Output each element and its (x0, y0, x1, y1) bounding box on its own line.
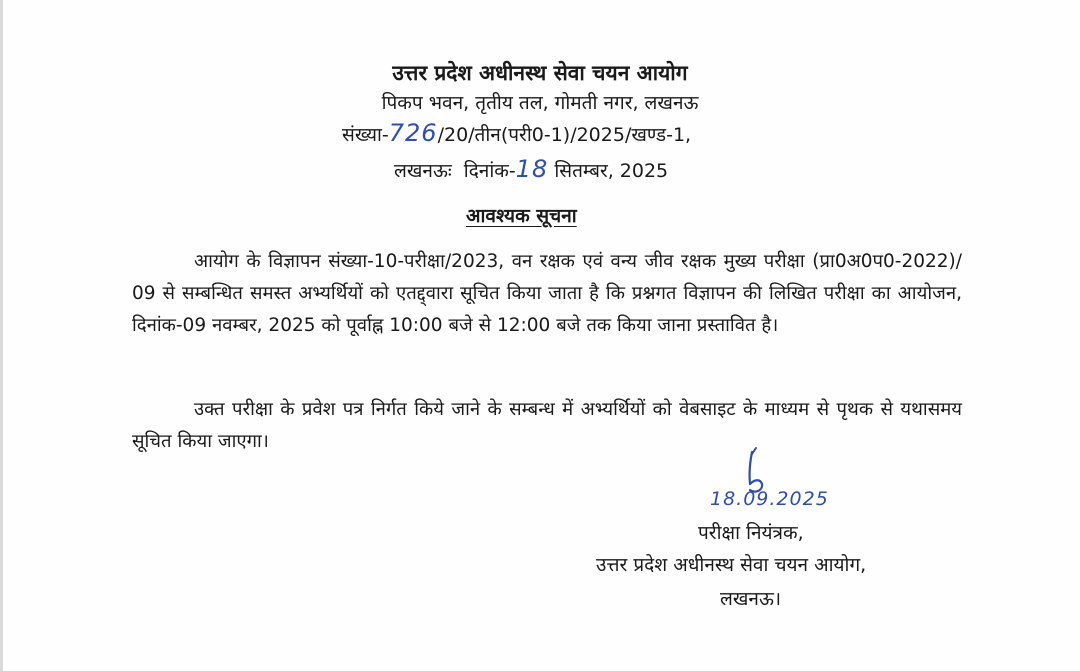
reference-suffix: /20/तीन(परी0-1)/2025/खण्ड-1, (437, 124, 692, 146)
signatory-designation: परीक्षा नियंत्रक, (698, 522, 804, 544)
date-suffix: सितम्बर, 2025 (548, 160, 669, 182)
page-edge (0, 0, 3, 671)
organization-address: पिकप भवन, तृतीय तल, गोमती नगर, लखनऊ (381, 92, 699, 114)
letterhead (300, 58, 780, 118)
handwritten-signature-date: 18.09.2025 (710, 488, 829, 510)
signature (700, 440, 860, 525)
notice-title: आवश्यक सूचना (466, 205, 577, 227)
notice-paragraph-2: उक्त परीक्षा के प्रवेश पत्र निर्गत किये जाने के सम्बन्ध में अभ्यर्थियों को वेबसाइट के माध्यम से पृथक से यथासमय सूचित किया जाएगा। (132, 399, 962, 452)
date-prefix: लखनऊः दिनांक- (394, 160, 516, 182)
organization-name: उत्तर प्रदेश अधीनस्थ सेवा चयन आयोग (392, 61, 688, 85)
signatory-city: लखनऊ। (720, 588, 782, 610)
issue-date (394, 154, 668, 186)
reference-number (342, 118, 691, 150)
reference-prefix: संख्या- (342, 124, 389, 146)
handwritten-day: 18 (515, 155, 549, 183)
handwritten-reference-number: 726 (388, 119, 438, 147)
signatory-organization: उत्तर प्रदेश अधीनस्थ सेवा चयन आयोग, (596, 554, 867, 576)
notice-paragraph-1: आयोग के विज्ञापन संख्या-10-परीक्षा/2023, वन रक्षक एवं वन्य जीव रक्षक मुख्य परीक्षा (प्रा0अ0प0-2022)/ 09 से सम्बन्धित समस्त अभ्यर्थियों को एतद्द्वारा सूचित किया जाता है कि प्रश्नगत विज्ञापन की लिखित परीक्षा का आयोजन, दिनांक-09 नवम्बर, 2025 को पूर्वाह्न 10:00 बजे से 12:00 बजे तक किया जाना प्रस्तावित है। (132, 251, 962, 336)
